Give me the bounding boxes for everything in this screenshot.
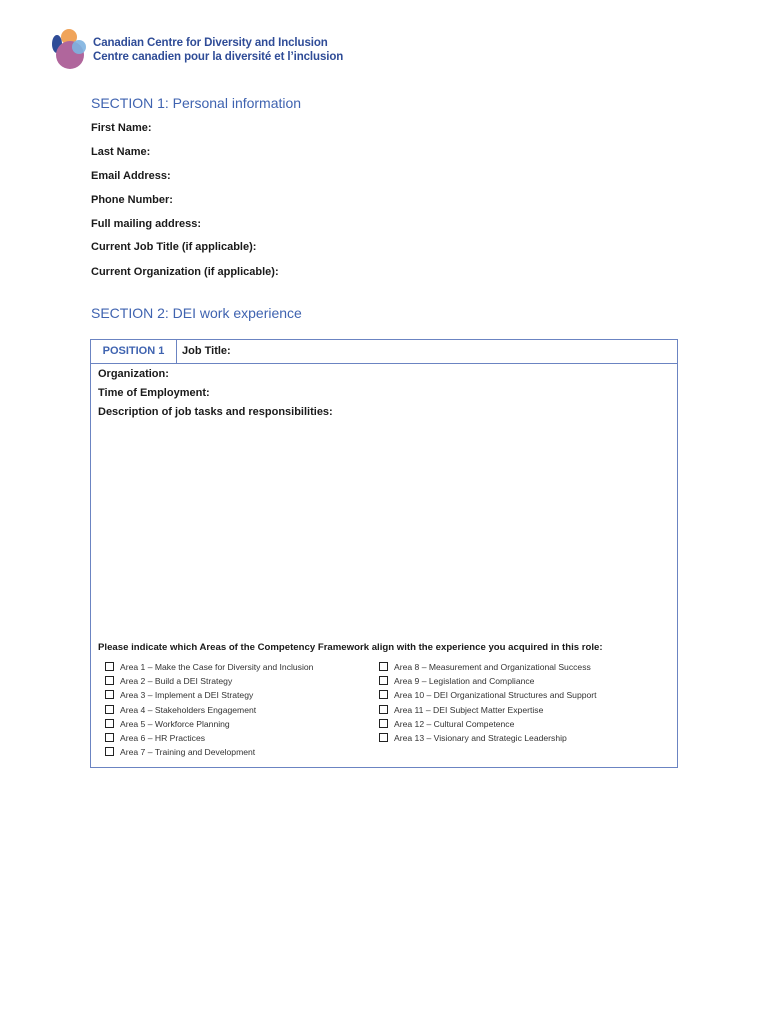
position-label: POSITION 1 — [91, 340, 177, 363]
area-checkbox-3[interactable] — [105, 689, 253, 701]
area-checkbox-2[interactable] — [105, 675, 232, 687]
section2-title: SECTION 2: DEI work experience — [91, 305, 302, 321]
area-label: Area 10 – DEI Organizational Structures and Support — [394, 690, 597, 700]
area-checkbox-4[interactable] — [105, 704, 256, 716]
areas-prompt: Please indicate which Areas of the Competency Framework align with the experience you acquired in this role: — [98, 642, 603, 653]
logo-mark-icon — [48, 28, 90, 72]
area-label: Area 1 – Make the Case for Diversity and Inclusion — [120, 662, 314, 672]
area-label: Area 3 – Implement a DEI Strategy — [120, 690, 254, 700]
ccdi-logo — [48, 28, 348, 72]
checkbox-icon[interactable] — [105, 676, 114, 685]
area-checkbox-11[interactable] — [379, 704, 543, 716]
mailing-address-label: Full mailing address: — [91, 218, 202, 230]
area-label: Area 11 – DEI Subject Matter Expertise — [394, 705, 544, 715]
organization-field[interactable]: Organization: — [98, 368, 169, 380]
area-checkbox-7[interactable] — [105, 746, 255, 758]
checkbox-icon[interactable] — [379, 705, 388, 714]
phone-label: Phone Number: — [91, 194, 173, 206]
checkbox-icon[interactable] — [379, 690, 388, 699]
logo-line-fr: Centre canadien pour la diversité et l’inclusion — [93, 50, 344, 63]
checkbox-icon[interactable] — [105, 705, 114, 714]
area-checkbox-13[interactable] — [379, 732, 567, 744]
position-header-row — [91, 340, 677, 364]
area-checkbox-8[interactable] — [379, 661, 591, 673]
first-name-label: First Name: — [91, 122, 152, 134]
area-checkbox-6[interactable] — [105, 732, 205, 744]
area-label: Area 6 – HR Practices — [120, 733, 206, 743]
time-of-employment-field[interactable]: Time of Employment: — [98, 387, 210, 399]
area-label: Area 4 – Stakeholders Engagement — [120, 705, 257, 715]
checkbox-icon[interactable] — [379, 676, 388, 685]
last-name-label: Last Name: — [91, 146, 151, 158]
checkbox-icon[interactable] — [379, 733, 388, 742]
area-label: Area 12 – Cultural Competence — [394, 719, 515, 729]
checkbox-icon[interactable] — [105, 719, 114, 728]
checkbox-icon[interactable] — [105, 733, 114, 742]
area-checkbox-9[interactable] — [379, 675, 534, 687]
area-checkbox-1[interactable] — [105, 661, 313, 673]
area-label: Area 5 – Workforce Planning — [120, 719, 230, 729]
organization-label: Current Organization (if applicable): — [91, 266, 279, 278]
area-label: Area 8 – Measurement and Organizational Success — [394, 662, 591, 672]
logo-line-en: Canadian Centre for Diversity and Inclusion — [93, 37, 328, 49]
area-checkbox-10[interactable] — [379, 689, 597, 701]
checkbox-icon[interactable] — [105, 662, 114, 671]
area-label: Area 13 – Visionary and Strategic Leadership — [394, 733, 567, 743]
email-label: Email Address: — [91, 170, 171, 182]
job-description-field[interactable]: Description of job tasks and responsibilities: — [98, 406, 333, 418]
section1-title: SECTION 1: Personal information — [91, 95, 302, 111]
area-checkbox-5[interactable] — [105, 718, 230, 730]
checkbox-icon[interactable] — [379, 662, 388, 671]
area-label: Area 2 – Build a DEI Strategy — [120, 676, 233, 686]
area-label: Area 7 – Training and Development — [120, 747, 256, 757]
area-checkbox-12[interactable] — [379, 718, 514, 730]
job-title-label: Current Job Title (if applicable): — [91, 241, 257, 253]
position-job-title-label[interactable]: Job Title: — [182, 345, 231, 357]
checkbox-icon[interactable] — [105, 747, 114, 756]
checkbox-icon[interactable] — [379, 719, 388, 728]
checkbox-icon[interactable] — [105, 690, 114, 699]
area-label: Area 9 – Legislation and Compliance — [394, 676, 535, 686]
position-box — [90, 339, 678, 768]
